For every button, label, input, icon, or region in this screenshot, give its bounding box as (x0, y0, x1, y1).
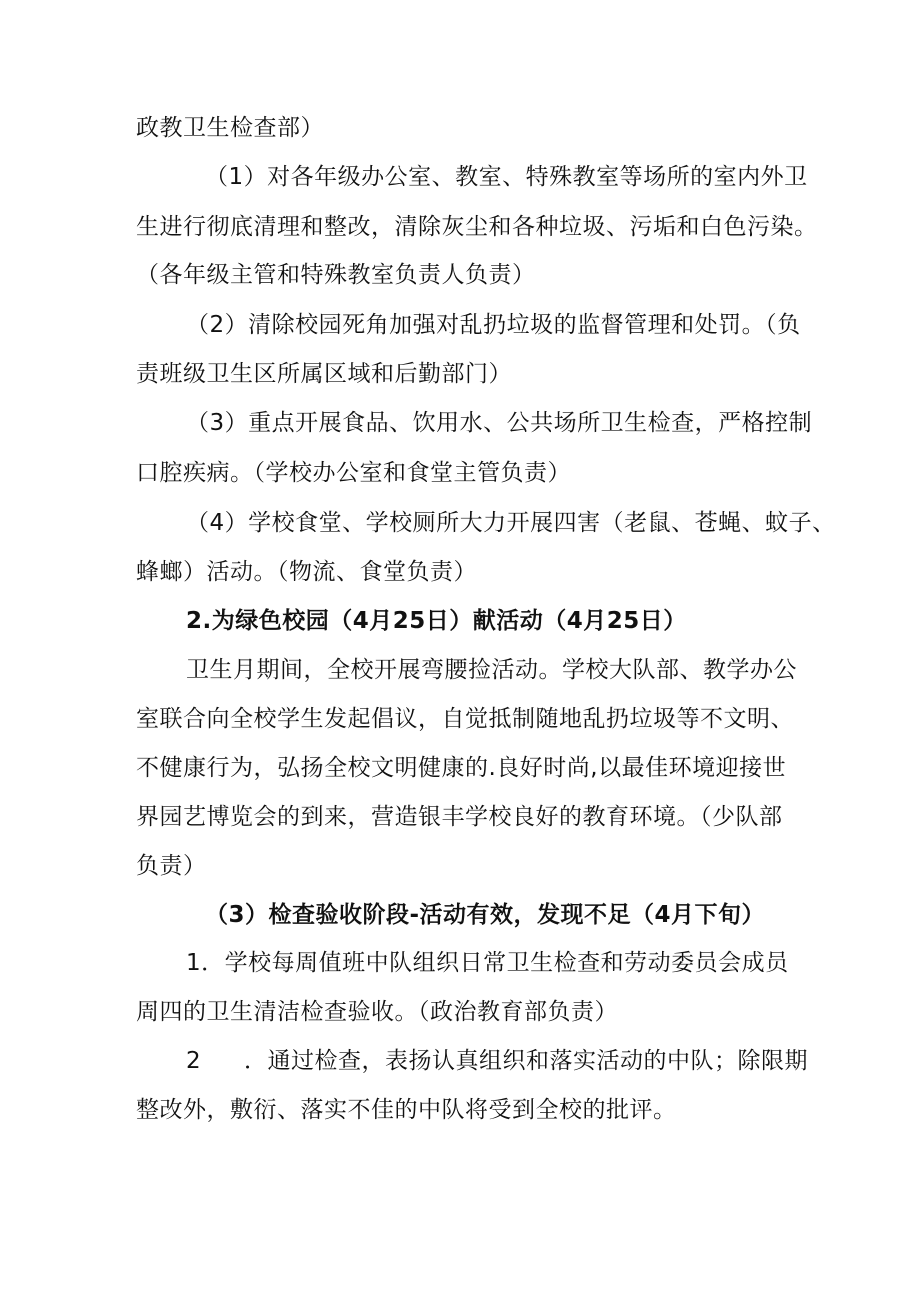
text-line: 责班级卫生区所属区域和后勤部门） (136, 361, 512, 387)
text-line: 界园艺博览会的到来，营造银丰学校良好的教育环境。（少队部 (136, 804, 783, 830)
text-line: （4）学校食堂、学校厕所大力开展四害（老鼠、苍蝇、蚊子、 (186, 510, 836, 536)
text-line: 室联合向全校学生发起倡议，自觉抵制随地乱扔垃圾等不文明、 (136, 706, 794, 732)
text-line: ．通过检查，表扬认真组织和落实活动的中队；除限期 (244, 1048, 808, 1074)
text-line: 不健康行为，弘扬全校文明健康的.良好时尚,以最佳环境迎接世 (136, 755, 787, 781)
text-line: （3）重点开展食品、饮用水、公共场所卫生检查，严格控制 (186, 410, 813, 436)
section-heading: 2.为绿色校园（4月25日）献活动（4月25日） (186, 608, 687, 634)
text-line: 生进行彻底清理和整改，清除灰尘和各种垃圾、污垢和白色污染。 (136, 214, 818, 240)
text-line: 周四的卫生清洁检查验收。（政治教育部负责） (136, 999, 618, 1025)
text-line: 负责） (136, 853, 207, 879)
text-line: 卫生月期间，全校开展弯腰捡活动。学校大队部、教学办公 (186, 657, 797, 683)
text-line: （1）对各年级办公室、教室、特殊教室等场所的室内外卫 (205, 164, 808, 190)
item-number: 2 (186, 1048, 202, 1074)
text-line: 1．学校每周值班中队组织日常卫生检查和劳动委员会成员 (186, 950, 789, 976)
text-line: 蜂螂）活动。（物流、食堂负责） (136, 559, 477, 585)
text-line: 政教卫生检查部） (136, 115, 324, 141)
section-heading: （3）检查验收阶段-活动有效，发现不足（4月下旬） (205, 902, 766, 928)
text-line: （2）清除校园死角加强对乱扔垃圾的监督管理和处罚。（负 (186, 312, 801, 338)
numbered-line (186, 1046, 808, 1076)
text-line: 整改外，敷衍、落实不佳的中队将受到全校的批评。 (136, 1097, 677, 1123)
text-line: 口腔疾病。（学校办公室和食堂主管负责） (136, 460, 571, 486)
text-line: （各年级主管和特殊教室负责人负责） (136, 262, 536, 288)
